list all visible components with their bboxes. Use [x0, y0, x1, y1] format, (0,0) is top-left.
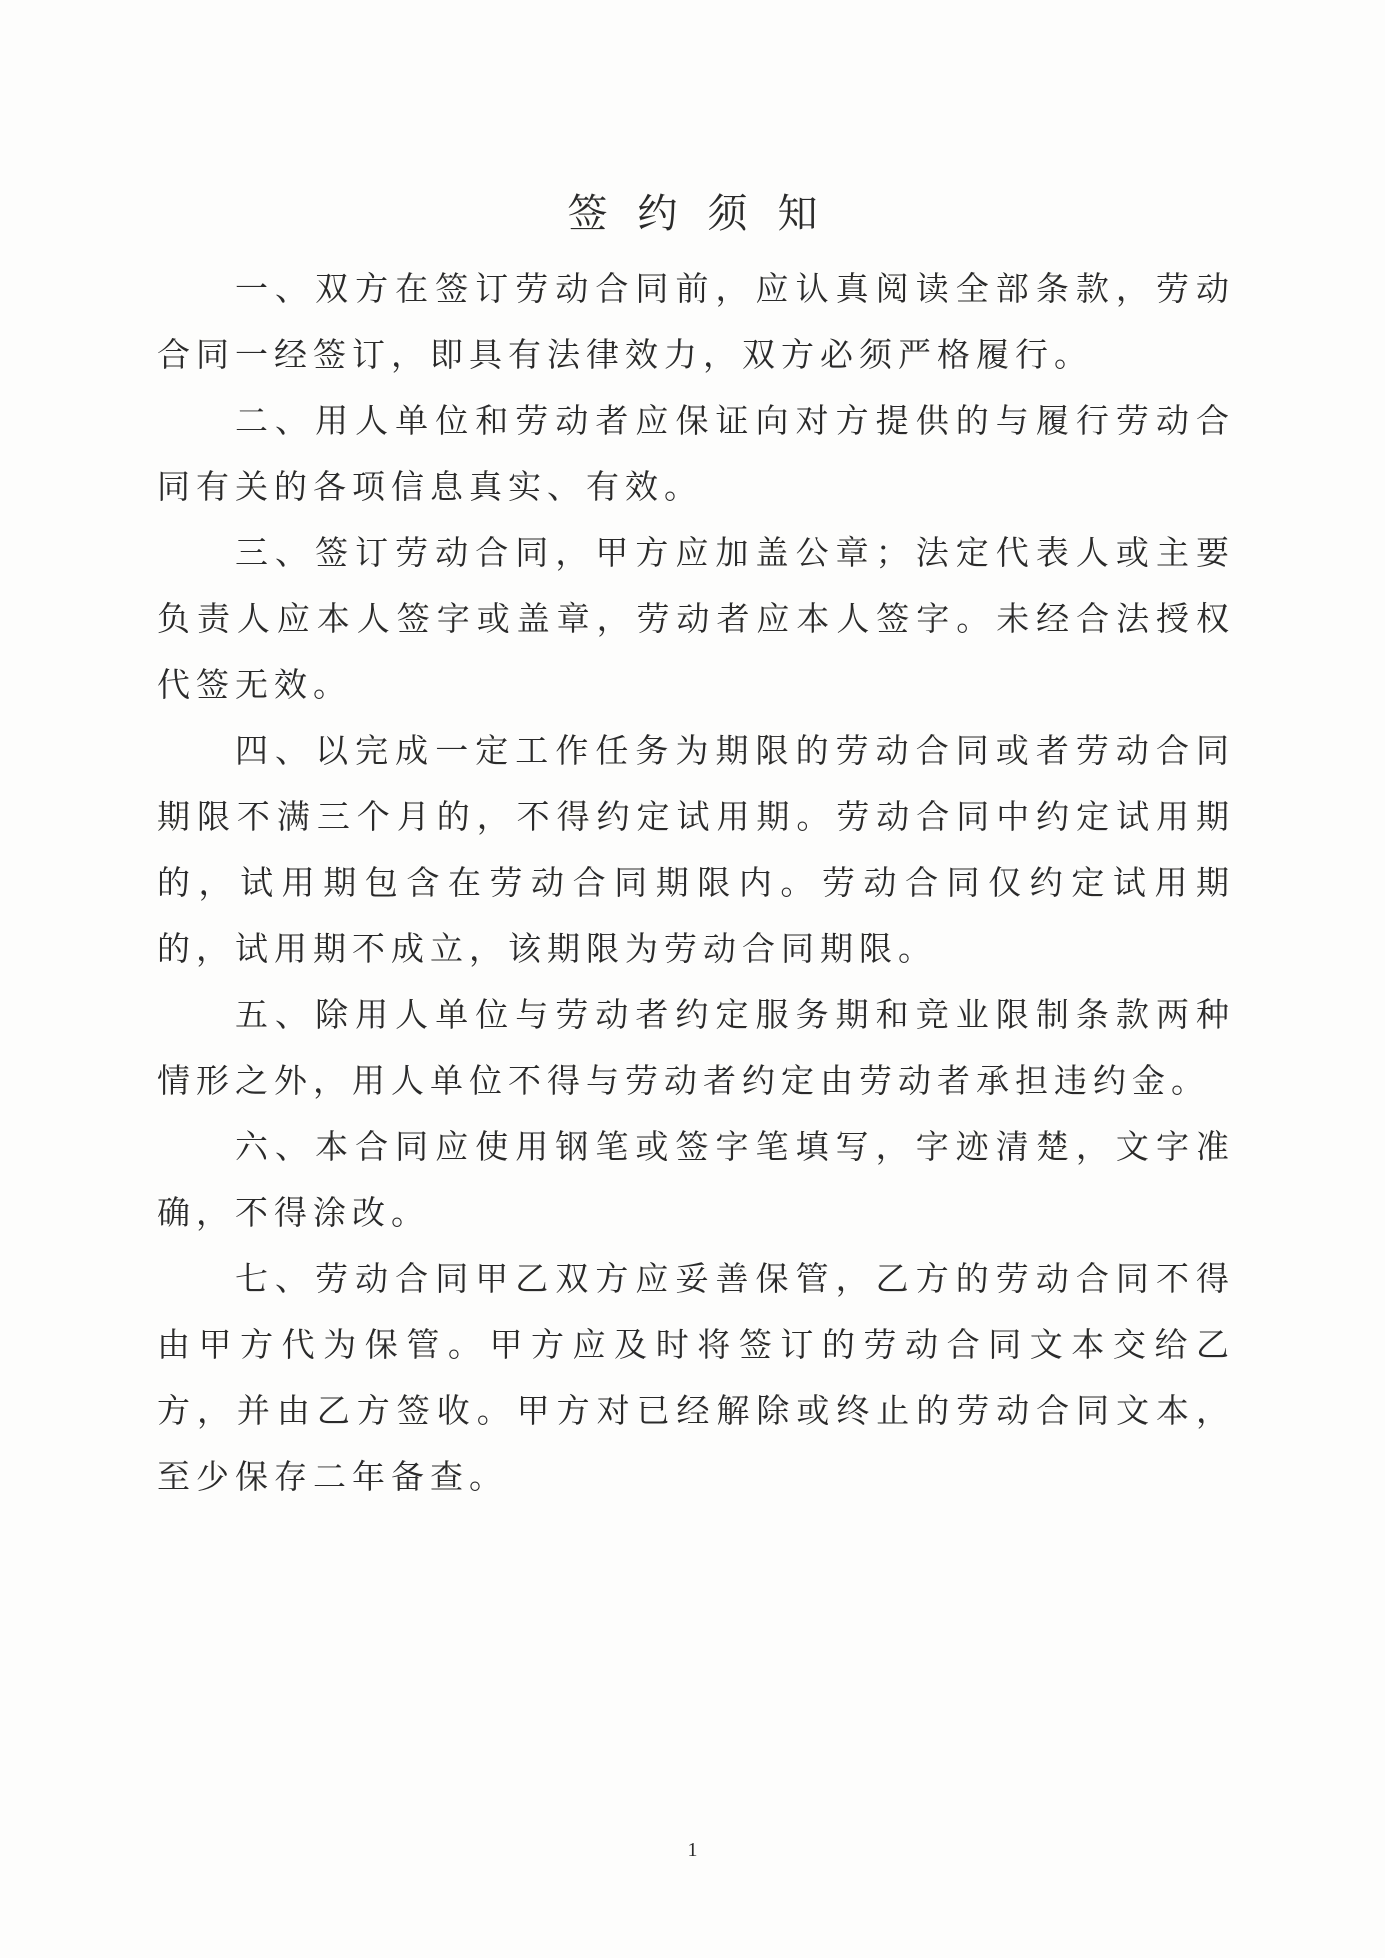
page-title: 签约须知 [567, 191, 848, 237]
clause-4: 四、以完成一定工作任务为期限的劳动合同或者劳动合同期限不满三个月的，不得约定试用期。劳动合同中约定试用期的，试用期包含在劳动合同期限内。劳动合同仅约定试用期的，试用期不成立，该期限为劳动合同期限。 [157, 731, 1235, 968]
clause-1: 一、双方在签订劳动合同前，应认真阅读全部条款，劳动合同一经签订，即具有法律效力，双方必须严格履行。 [157, 269, 1235, 374]
clause-5: 五、除用人单位与劳动者约定服务期和竞业限制条款两种情形之外，用人单位不得与劳动者约定由劳动者承担违约金。 [157, 995, 1235, 1100]
document-body [157, 256, 1235, 1510]
clause-6: 六、本合同应使用钢笔或签字笔填写，字迹清楚，文字准确，不得涂改。 [157, 1127, 1235, 1232]
clause-3: 三、签订劳动合同，甲方应加盖公章；法定代表人或主要负责人应本人签字或盖章，劳动者应本人签字。未经合法授权代签无效。 [157, 533, 1235, 704]
clause-7: 七、劳动合同甲乙双方应妥善保管，乙方的劳动合同不得由甲方代为保管。甲方应及时将签订的劳动合同文本交给乙方，并由乙方签收。甲方对已经解除或终止的劳动合同文本，至少保存二年备查。 [157, 1259, 1235, 1496]
clause-2: 二、用人单位和劳动者应保证向对方提供的与履行劳动合同有关的各项信息真实、有效。 [157, 401, 1235, 506]
page-number: 1 [687, 1839, 698, 1861]
